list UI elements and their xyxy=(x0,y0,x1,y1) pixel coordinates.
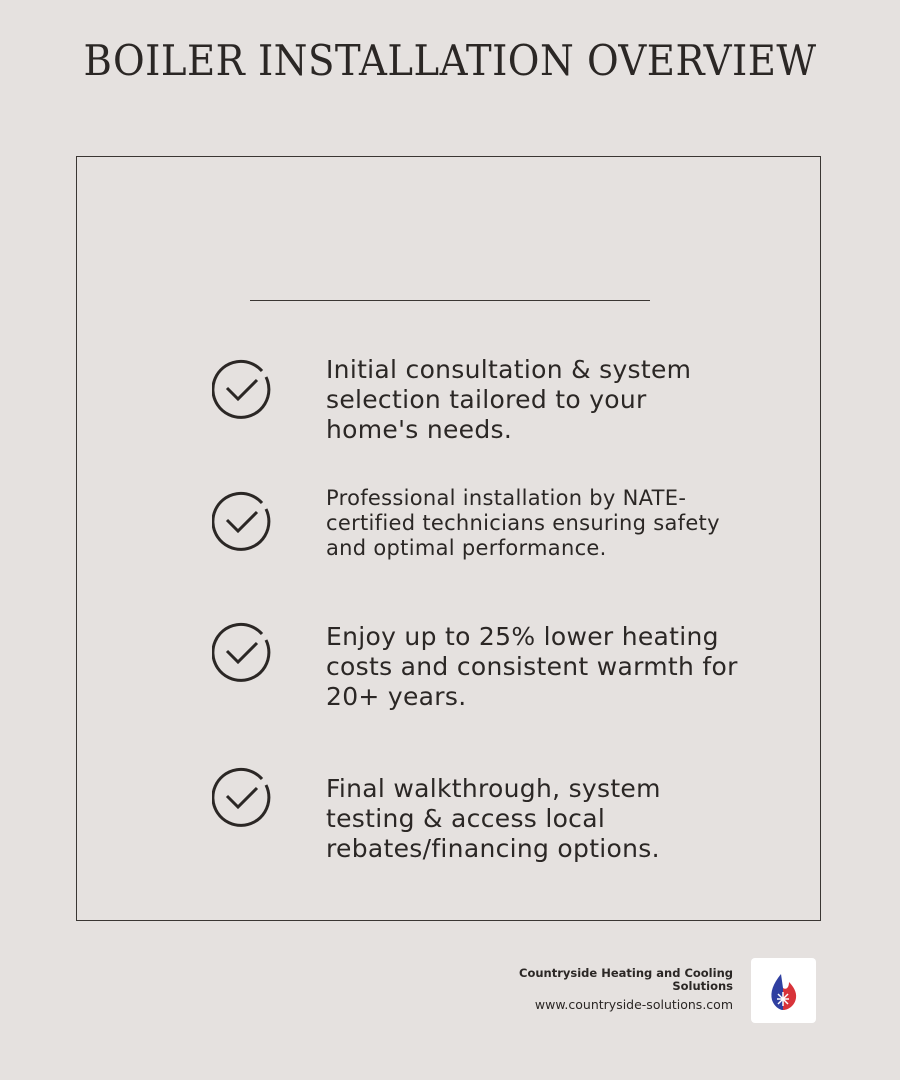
page-title: BOILER INSTALLATION OVERVIEW xyxy=(83,36,817,85)
divider xyxy=(250,300,650,301)
check-circle-icon xyxy=(212,357,274,419)
item-text: Initial consultation & system selection tailored to your home's needs. xyxy=(326,355,692,444)
check-circle-icon xyxy=(212,489,274,551)
item-text: Enjoy up to 25% lower heating costs and consistent warmth for 20+ years. xyxy=(326,622,738,711)
flame-snowflake-icon xyxy=(751,958,816,1023)
item-text: Final walkthrough, system testing & access local rebates/financing options. xyxy=(326,774,661,863)
check-circle-icon xyxy=(212,765,274,827)
company-name: Countryside Heating and Cooling Solutions xyxy=(519,966,733,993)
company-logo xyxy=(751,958,816,1023)
item-text: Professional installation by NATE-certified technicians ensuring safety and optimal performance. xyxy=(326,486,720,560)
check-circle-icon xyxy=(212,620,274,682)
company-url[interactable]: www.countryside-solutions.com xyxy=(534,997,733,1012)
